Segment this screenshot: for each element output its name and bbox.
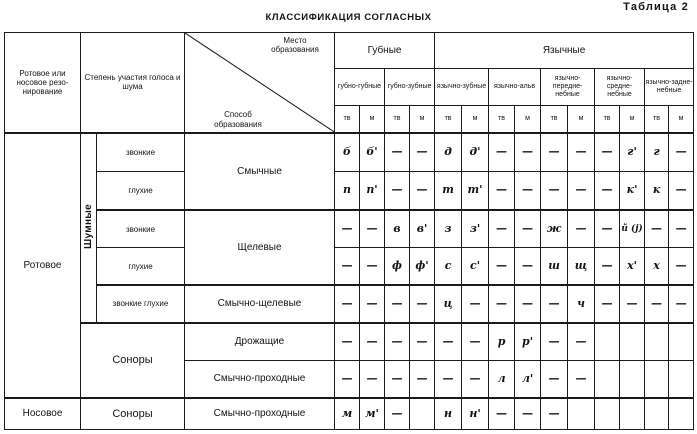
- cell: —: [541, 285, 568, 323]
- cell: —: [385, 285, 410, 323]
- header-tv: тв: [335, 106, 360, 133]
- cell: —: [568, 210, 595, 248]
- cell: к': [620, 171, 645, 210]
- row-voiced-voiceless: звонкие глухие: [97, 285, 185, 323]
- header-m: м: [669, 106, 694, 133]
- cell: —: [669, 210, 694, 248]
- cell: н: [435, 398, 462, 429]
- cell: л: [489, 361, 515, 399]
- header-resonance: Ротовое или носовое резо-нирование: [5, 33, 81, 133]
- cell: —: [462, 361, 489, 399]
- cell: [669, 361, 694, 399]
- cell: —: [335, 323, 360, 361]
- row-voiceless: глухие: [97, 248, 185, 286]
- manner-affricates: Смычно-щелевые: [185, 285, 335, 323]
- cell: п': [360, 171, 385, 210]
- cell: —: [360, 285, 385, 323]
- cell: —: [385, 361, 410, 399]
- cell: [669, 398, 694, 429]
- cell: —: [541, 133, 568, 172]
- cell: —: [515, 248, 541, 286]
- header-lingual: Язычные: [435, 33, 694, 69]
- cell: —: [489, 210, 515, 248]
- cell: —: [489, 248, 515, 286]
- cell: —: [489, 171, 515, 210]
- cell: й (j): [620, 210, 645, 248]
- cell: н': [462, 398, 489, 429]
- cell: б: [335, 133, 360, 172]
- cell: з': [462, 210, 489, 248]
- cell: —: [360, 361, 385, 399]
- cell: —: [568, 323, 595, 361]
- cell: [595, 323, 620, 361]
- cell: —: [515, 398, 541, 429]
- manner-nasal: Смычно-проходные: [185, 398, 335, 429]
- cell: —: [515, 171, 541, 210]
- cell: с: [435, 248, 462, 286]
- cell: —: [335, 361, 360, 399]
- noisy-label: Шумные: [82, 203, 94, 249]
- header-labial: Губные: [335, 33, 435, 69]
- header-m: м: [462, 106, 489, 133]
- cell: —: [435, 323, 462, 361]
- cell: [620, 361, 645, 399]
- header-m: м: [620, 106, 645, 133]
- header-m: м: [515, 106, 541, 133]
- cell: —: [595, 210, 620, 248]
- cell: [410, 398, 435, 429]
- cell: —: [669, 285, 694, 323]
- manner-fricatives: Щелевые: [185, 210, 335, 285]
- header-sub-7: язычно-задне-небные: [645, 68, 694, 106]
- cell: —: [645, 210, 669, 248]
- cell: —: [515, 285, 541, 323]
- cell: —: [568, 133, 595, 172]
- cell: —: [410, 285, 435, 323]
- row-nasal-sonorant: Соноры: [81, 398, 185, 429]
- cell: —: [595, 171, 620, 210]
- cell: —: [335, 248, 360, 286]
- cell: —: [385, 323, 410, 361]
- page-title: КЛАССИФИКАЦИЯ СОГЛАСНЫХ: [265, 12, 432, 23]
- row-voiced: звонкие: [97, 210, 185, 248]
- header-sub-1: губно-губные: [335, 68, 385, 106]
- cell: [645, 398, 669, 429]
- header-place: Место образования: [271, 36, 319, 55]
- cell: щ: [568, 248, 595, 286]
- cell: —: [385, 398, 410, 429]
- cell: д': [462, 133, 489, 172]
- header-sub-6: язычно-средне-небные: [595, 68, 645, 106]
- cell: —: [515, 210, 541, 248]
- cell: —: [541, 398, 568, 429]
- header-tv: тв: [385, 106, 410, 133]
- header-sub-2: губно-зубные: [385, 68, 435, 106]
- cell: —: [669, 248, 694, 286]
- cell: —: [669, 133, 694, 172]
- cell: ч: [568, 285, 595, 323]
- cell: м': [360, 398, 385, 429]
- cell: [620, 398, 645, 429]
- cell: —: [515, 133, 541, 172]
- cell: т': [462, 171, 489, 210]
- cell: —: [360, 210, 385, 248]
- row-oral: Ротовое: [5, 133, 81, 398]
- header-m: м: [410, 106, 435, 133]
- row-nasal: Носовое: [5, 398, 81, 429]
- cell: —: [462, 285, 489, 323]
- header-voice-noise: Степень участия голоса и шума: [81, 33, 185, 133]
- cell: —: [669, 171, 694, 210]
- cell: с': [462, 248, 489, 286]
- header-m: м: [568, 106, 595, 133]
- cell: —: [360, 323, 385, 361]
- cell: —: [541, 361, 568, 399]
- cell: [645, 361, 669, 399]
- cell: г: [645, 133, 669, 172]
- cell: —: [335, 210, 360, 248]
- cell: —: [335, 285, 360, 323]
- header-manner: Способ образования: [214, 110, 262, 129]
- cell: г': [620, 133, 645, 172]
- cell: р: [489, 323, 515, 361]
- cell: [620, 323, 645, 361]
- cell: —: [410, 361, 435, 399]
- cell: [669, 323, 694, 361]
- row-voiceless: глухие: [97, 171, 185, 210]
- header-sub-3: язычно-зубные: [435, 68, 489, 106]
- cell: ш: [541, 248, 568, 286]
- cell: [568, 398, 595, 429]
- cell: —: [568, 171, 595, 210]
- cell: х: [645, 248, 669, 286]
- row-sonorant: Соноры: [81, 323, 185, 398]
- row-noisy: [81, 133, 97, 323]
- cell: —: [620, 285, 645, 323]
- cell: —: [568, 361, 595, 399]
- cell: в: [385, 210, 410, 248]
- cell: —: [410, 133, 435, 172]
- cell: —: [595, 248, 620, 286]
- header-sub-4: язычно-альв: [489, 68, 541, 106]
- cell: [595, 398, 620, 429]
- header-tv: тв: [541, 106, 568, 133]
- cell: —: [410, 323, 435, 361]
- cell: в': [410, 210, 435, 248]
- manner-laterals: Смычно-проходные: [185, 361, 335, 399]
- cell: —: [385, 171, 410, 210]
- cell: п: [335, 171, 360, 210]
- cell: —: [360, 248, 385, 286]
- cell: ц: [435, 285, 462, 323]
- cell: р': [515, 323, 541, 361]
- header-m: м: [360, 106, 385, 133]
- cell: —: [489, 285, 515, 323]
- cell: —: [489, 398, 515, 429]
- header-diagonal-cell: [185, 33, 335, 133]
- cell: ж: [541, 210, 568, 248]
- consonant-classification-table: [4, 32, 694, 430]
- cell: —: [410, 171, 435, 210]
- cell: —: [541, 323, 568, 361]
- cell: л': [515, 361, 541, 399]
- cell: д: [435, 133, 462, 172]
- header-tv: тв: [595, 106, 620, 133]
- cell: к: [645, 171, 669, 210]
- cell: —: [645, 285, 669, 323]
- cell: —: [541, 171, 568, 210]
- manner-trills: Дрожащие: [185, 323, 335, 361]
- header-tv: тв: [645, 106, 669, 133]
- header-tv: тв: [435, 106, 462, 133]
- cell: —: [435, 361, 462, 399]
- header-tv: тв: [489, 106, 515, 133]
- cell: х': [620, 248, 645, 286]
- cell: —: [462, 323, 489, 361]
- cell: —: [595, 285, 620, 323]
- table-label: Таблица 2: [623, 1, 689, 13]
- cell: —: [489, 133, 515, 172]
- cell: ф: [385, 248, 410, 286]
- cell: т: [435, 171, 462, 210]
- header-sub-5: язычно-передне-небные: [541, 68, 595, 106]
- cell: з: [435, 210, 462, 248]
- manner-stops: Смычные: [185, 133, 335, 210]
- cell: б': [360, 133, 385, 172]
- cell: —: [385, 133, 410, 172]
- cell: [645, 323, 669, 361]
- row-voiced: звонкие: [97, 133, 185, 172]
- cell: м: [335, 398, 360, 429]
- cell: —: [595, 133, 620, 172]
- cell: [595, 361, 620, 399]
- cell: ф': [410, 248, 435, 286]
